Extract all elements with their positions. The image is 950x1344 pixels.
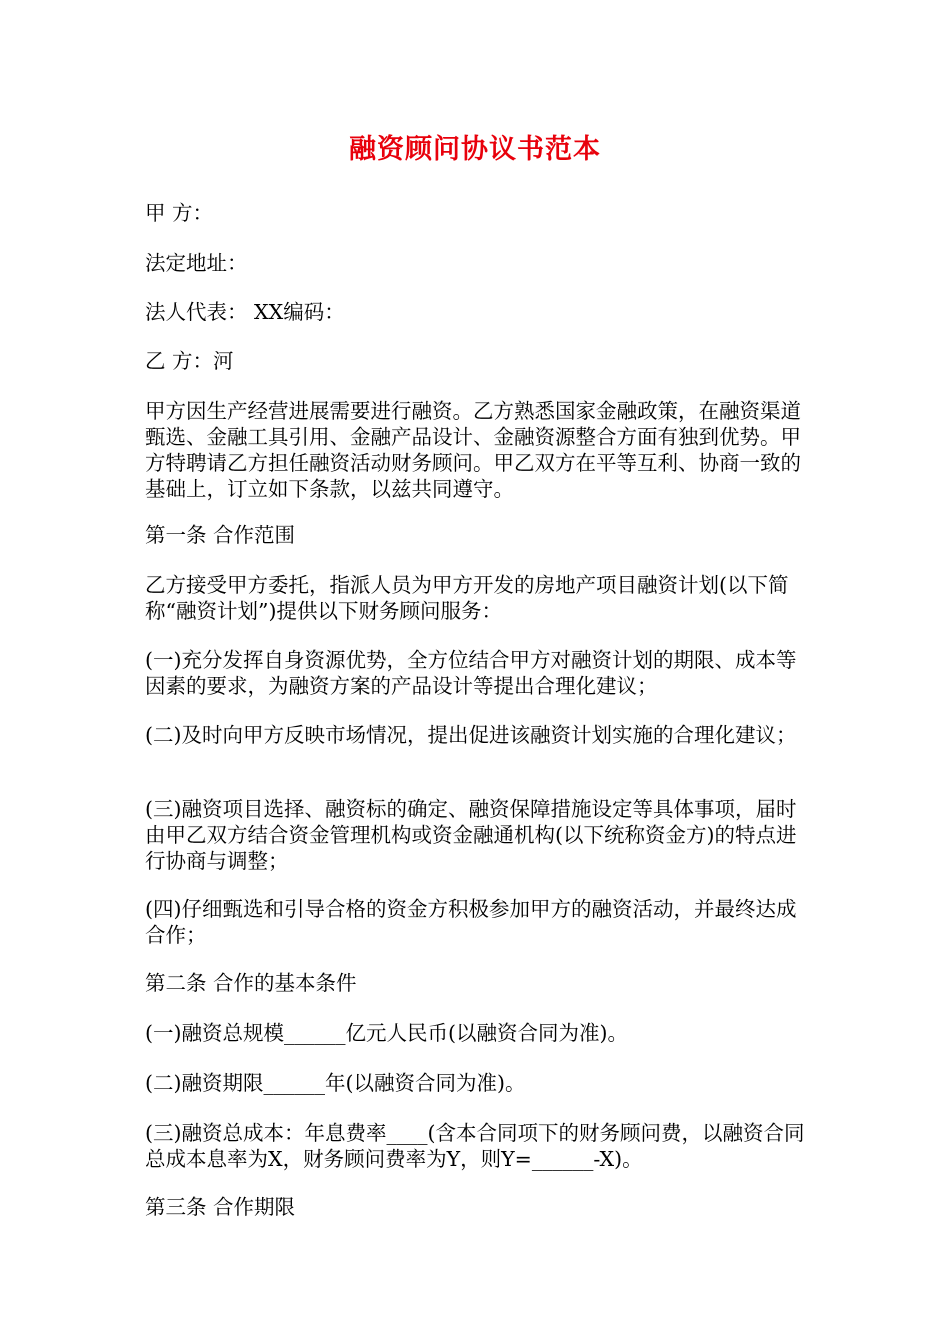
article-3-heading: 第三条 合作期限 bbox=[145, 1195, 296, 1219]
article-1-item-2: (二)及时向甲方反映市场情况，提出促进该融资计划实施的合理化建议； bbox=[145, 723, 797, 747]
article-2-item-1: (一)融资总规模______亿元人民币(以融资合同为准)。 bbox=[145, 1021, 628, 1045]
legal-address-line: 法定地址： bbox=[145, 251, 248, 275]
party-b-line: 乙 方：河 bbox=[145, 349, 234, 373]
document-title: 融资顾问协议书范本 bbox=[349, 134, 601, 165]
article-2-item-2: (二)融资期限______年(以融资合同为准)。 bbox=[145, 1071, 526, 1095]
legal-representative-line: 法人代表： XX编码： bbox=[145, 300, 345, 324]
party-a-line: 甲 方： bbox=[145, 201, 214, 225]
article-1-item-3: (三)融资项目选择、融资标的确定、融资保障措施设定等具体事项，届时由甲乙双方结合资金管理机构或资金融通机构(以下统称资金方)的特点进行协商与调整； bbox=[145, 797, 797, 873]
article-1-item-4: (四)仔细甄选和引导合格的资金方积极参加甲方的融资活动，并最终达成合作； bbox=[145, 897, 797, 947]
preamble-paragraph: 甲方因生产经营进展需要进行融资。乙方熟悉国家金融政策，在融资渠道甄选、金融工具引用、金融产品设计、金融资源整合方面有独到优势。甲方特聘请乙方担任融资活动财务顾问。甲乙双方在平等互利、协商一致的基础上，订立如下条款，以兹共同遵守。 bbox=[145, 399, 801, 501]
article-2-heading: 第二条 合作的基本条件 bbox=[145, 971, 357, 995]
article-1-intro: 乙方接受甲方委托，指派人员为甲方开发的房地产项目融资计划(以下简称“融资计划”)提供以下财务顾问服务： bbox=[145, 573, 789, 623]
article-1-item-1: (一)充分发挥自身资源优势，全方位结合甲方对融资计划的期限、成本等因素的要求，为融资方案的产品设计等提出合理化建议； bbox=[145, 648, 797, 698]
article-2-item-3: (三)融资总成本：年息费率____(含本合同项下的财务顾问费，以融资合同总成本息率为X，财务顾问费率为Y，则Y=______-X)。 bbox=[145, 1121, 805, 1171]
article-1-heading: 第一条 合作范围 bbox=[145, 523, 296, 547]
